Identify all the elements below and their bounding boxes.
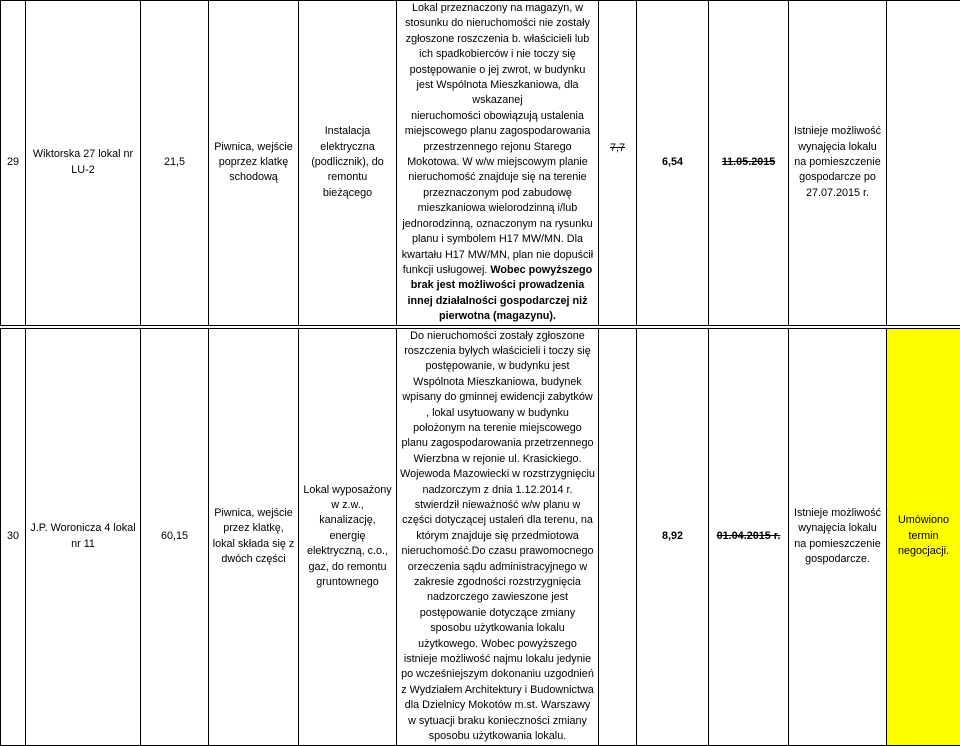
row-number: 29 [1,1,26,326]
date-cell [709,1,789,326]
location-cell: Piwnica, wejście przez klatkę, lokal składa się z dwóch części [209,328,299,745]
description-body: nieruchomości obowiązują ustalenia miejscowego planu zagospodarowania przestrzennego rejonu Starego Mokotowa. W w/w miejscowym planie nieruchomość znajduje się na terenie przeznaczonym pod zabudowę mieszkaniowa wielorodzinną i/lub jednorodzinną, oznaczonym na rysunku planu i symbolem H17 MW/MN. Dla kwartału H17 MW/MN, plan nie dopuścił funkcji usługowej. [402,110,593,276]
date-cell [709,328,789,745]
rent-note-cell: Istnieje możliwość wynajęcia lokalu na pomieszczenie gospodarcze. [789,328,887,745]
row-number: 30 [1,328,26,745]
new-rate-cell: 6,54 [637,1,709,326]
table-row [1,328,960,745]
area-cell: 60,15 [141,328,209,745]
date-value: 01.04.2015 r. [717,530,781,542]
old-rate-value: 7,7 [610,142,625,154]
description-conclusion: Wobec powyższego brak jest możliwości prowadzenia innej działalności gospodarczej niż pierwotna (magazynu). [408,264,593,322]
address-cell: J.P. Woronicza 4 lokal nr 11 [26,328,141,745]
location-cell: Piwnica, wejście poprzez klatkę schodową [209,1,299,326]
area-cell: 21,5 [141,1,209,326]
address-cell: Wiktorska 27 lokal nr LU-2 [26,1,141,326]
remarks-cell [887,1,960,326]
table-row [1,1,960,326]
equipment-cell: Instalacja elektryczna (podlicznik), do remontu bieżącego [299,1,397,326]
old-rate-cell [599,1,637,326]
description-cell: Do nieruchomości zostały zgłoszone roszczenia byłych właścicieli i toczy się postępowanie, w budynku jest Wspólnota Mieszkaniowa, budynek wpisany do gminnej ewidencji zabytków , lokal usytuowany w budynku położonym na terenie miejscowego planu zagospodarowania przetrzennego Wierzbna w rejonie ul. Krasickiego. Wojewoda Mazowiecki w rozstrzygnięciu nadzorczym z dnia 1.12.2014 r. stwierdził nieważność w/w planu w części dotyczącej ustaleń dla terenu, na którym znajduje się przedmiotowa nieruchomość.Do czasu prawomocnego orzeczenia sądu administracyjnego w zakresie zgodności rozstrzygnięcia nadzorczego zawieszone jest postępowanie dotyczące zmiany sposobu użytkowania lokalu użytkowego. Wobec powyższego istnieje możliwość najmu lokalu jedynie po wcześniejszym dokonaniu uzgodnień z Wydziałem Architektury i Budownictwa dla Dzielnicy Mokotów m.st. Warszawy w sytuacji braku konieczności zmiany sposobu użytkowania lokalu. [397,328,599,745]
new-rate-cell: 8,92 [637,328,709,745]
description-intro: Lokal przeznaczony na magazyn, w stosunku do nieruchomości nie zostały zgłoszone roszczenia b. właścicieli lub ich spadkobierców i nie toczy się postępowanie o jej zwrot, w budynku jest Wspólnota Mieszkaniowa, dla wskazanej [400,1,595,109]
old-rate-cell [599,328,637,745]
remarks-cell: Umówiono termin negocjacji. [887,328,960,745]
description-cell [397,1,599,326]
equipment-cell: Lokal wyposażony w z.w., kanalizację, energię elektryczną, c.o., gaz, do remontu gruntownego [299,328,397,745]
rent-note-cell: Istnieje możliwość wynajęcia lokalu na pomieszczenie gospodarcze po 27.07.2015 r. [789,1,887,326]
date-value: 11.05.2015 [722,156,775,168]
